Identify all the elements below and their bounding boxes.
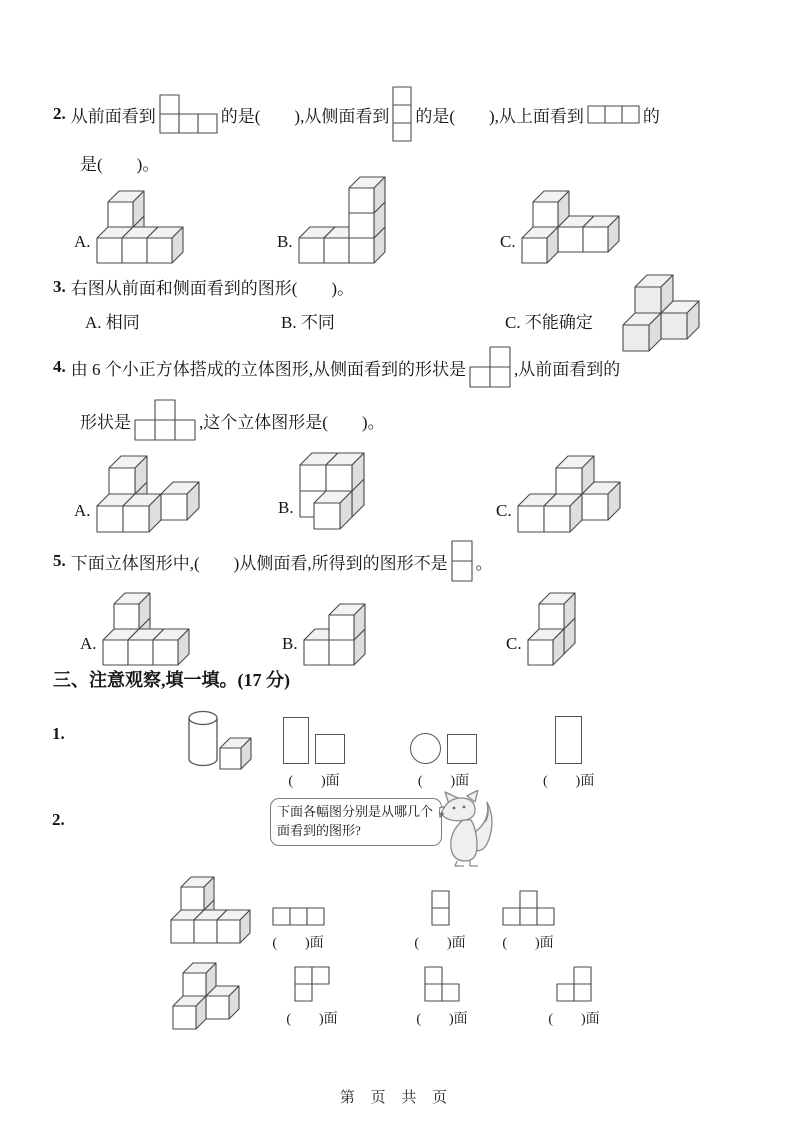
- q4-option-a-cube-figure: [96, 455, 200, 533]
- l-shape-squares: [424, 966, 460, 1002]
- s3-q2-row2-view-2: [406, 964, 478, 1028]
- question-4-number: 4.: [53, 357, 66, 376]
- question-5-number: 5.: [53, 551, 66, 570]
- q4-option-a-label: A.: [74, 501, 91, 520]
- q4-text-3: 形状是: [80, 412, 131, 432]
- q2-option-b-label: B.: [277, 232, 293, 251]
- circle-shape: [410, 733, 441, 764]
- s3-q1-item-2-blank: ( )面: [417, 774, 470, 789]
- q2-stem-line2: 是( )。: [80, 155, 160, 174]
- question-5-stem: [53, 540, 768, 582]
- s3-q2-row2-view-3: [538, 964, 610, 1028]
- s3-q1-item-1-blank: ( )面: [288, 774, 340, 789]
- s3-q2-row2-view-3-blank: ( )面: [548, 1012, 600, 1027]
- q2-option-b: [277, 176, 386, 264]
- l-shape-squares: [294, 966, 330, 1002]
- q4-text-2: ,从前面看到的: [514, 359, 621, 379]
- q2-option-c: [500, 190, 620, 264]
- q5-option-c-cube-figure: [527, 592, 576, 666]
- row-of-three-squares-shape: [272, 907, 325, 926]
- s3-q2-row1-view-2: [404, 884, 476, 952]
- q4-option-b-label: B.: [278, 498, 294, 517]
- s3-q1-number: 1.: [52, 724, 65, 743]
- q2-text-1: 从前面看到: [70, 106, 156, 126]
- s3-q2-row2-view-1: [276, 964, 348, 1028]
- s3-q1-item-1: [283, 712, 345, 790]
- question-4-stem: [53, 346, 768, 388]
- s3-q1-item-3-blank: ( )面: [543, 774, 595, 789]
- q4-front-view-shape: [134, 399, 196, 441]
- q3-option-c: C. 不能确定: [505, 313, 593, 332]
- page-footer: 第 页 共 页: [339, 1090, 454, 1106]
- small-cube-shape: [219, 737, 252, 770]
- q5-option-b-label: B.: [282, 634, 298, 653]
- s3-q2-row1-view-1: [262, 884, 334, 952]
- cylinder-shape: [186, 710, 220, 770]
- q4-option-b: [278, 452, 365, 530]
- section-3-heading: 三、注意观察,填一填。(17 分): [53, 670, 290, 690]
- q2-front-view-shape: [159, 94, 218, 134]
- s3-q2-row1-cube-figure: [170, 876, 251, 944]
- s3-q2-row1-view-3: [488, 884, 568, 952]
- rectangle-shape: [555, 716, 582, 764]
- q5-option-b-cube-figure: [303, 603, 366, 666]
- q2-top-view-shape: [587, 105, 640, 124]
- question-4-stem-line2: [80, 399, 385, 441]
- square-shape: [447, 734, 477, 764]
- q2-option-a: [74, 190, 184, 264]
- q2-side-view-shape: [392, 86, 412, 142]
- q5-option-c: [506, 592, 576, 666]
- q4-option-c-cube-figure: [517, 455, 621, 533]
- question-3-number: 3.: [53, 276, 66, 296]
- q5-text-2: 。: [475, 553, 493, 573]
- q5-option-b: [282, 603, 366, 666]
- l-shape-squares: [556, 966, 592, 1002]
- q4-text-1: 由 6 个小正方体搭成的立体图形,从侧面看到的形状是: [70, 359, 466, 379]
- speech-bubble: [270, 798, 442, 846]
- q3-text: 右图从前面和侧面看到的图形( )。: [70, 279, 355, 298]
- s3-q2-number: 2.: [52, 810, 65, 829]
- question-2-number: 2.: [53, 104, 66, 123]
- s3-q2-row2-view-1-blank: ( )面: [286, 1012, 338, 1027]
- q2-text-3: 的是( ),从上面看到: [415, 106, 584, 126]
- square-shape: [315, 734, 345, 764]
- column-of-two-squares-shape: [431, 890, 450, 926]
- s3-q1-item-3: [543, 712, 594, 790]
- q2-option-a-cube-figure: [96, 190, 184, 264]
- question-2-stem: [53, 86, 768, 142]
- fox-mascot-icon: [437, 790, 495, 868]
- q5-option-a-cube-figure: [102, 592, 190, 666]
- s3-q2-row2-view-2-blank: ( )面: [416, 1012, 468, 1027]
- q5-text-1: 下面立体图形中,( )从侧面看,所得到的图形不是: [70, 553, 448, 573]
- s3-q2-row1-view-3-blank: ( )面: [502, 936, 554, 951]
- q4-option-c-label: C.: [496, 501, 512, 520]
- q2-text-2: 的是( ),从侧面看到: [220, 106, 390, 126]
- s3-q2-row1-view-2-blank: ( )面: [414, 936, 466, 951]
- s3-q2-row2-cube-figure: [172, 962, 240, 1030]
- q5-option-c-label: C.: [506, 634, 522, 653]
- rectangle-shape: [283, 717, 309, 764]
- q2-text-4: 的: [642, 106, 660, 126]
- q3-option-a: A. 相同: [85, 313, 140, 332]
- s3-q2-row1-view-1-blank: ( )面: [272, 936, 324, 951]
- q4-option-a: [74, 455, 200, 533]
- q4-option-c: [496, 455, 621, 533]
- q4-side-view-shape: [469, 346, 511, 388]
- question-3-stem: [53, 274, 354, 299]
- q2-option-c-cube-figure: [521, 190, 620, 264]
- q5-option-a: [80, 592, 190, 666]
- q4-option-b-cube-figure: [299, 452, 365, 530]
- q5-side-view-shape: [451, 540, 473, 582]
- q2-option-a-label: A.: [74, 232, 91, 251]
- q5-option-a-label: A.: [80, 634, 97, 653]
- q2-option-c-label: C.: [500, 232, 516, 251]
- q3-option-b: B. 不同: [281, 313, 335, 332]
- speech-bubble-text: 下面各幅图分别是从哪几个面看到的图形?: [277, 804, 434, 838]
- q2-option-b-cube-figure: [298, 176, 386, 264]
- q3-cube-figure: [622, 274, 700, 352]
- t-shape-squares: [502, 890, 555, 926]
- q4-text-4: ,这个立体图形是( )。: [199, 412, 385, 432]
- s3-q1-item-2: [410, 712, 477, 790]
